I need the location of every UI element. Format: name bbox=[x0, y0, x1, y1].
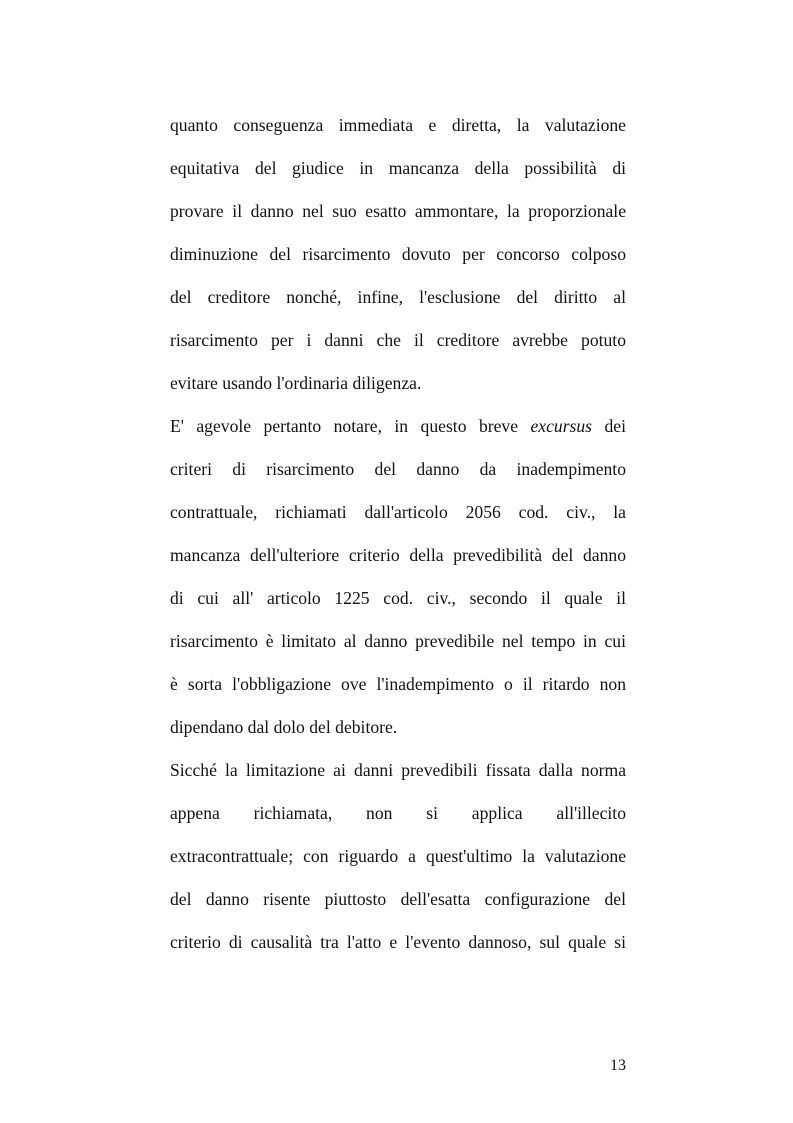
text-line: evitare usando l'ordinaria diligenza. bbox=[170, 373, 422, 393]
text-line: quanto conseguenza immediata e diretta, la valutazione bbox=[170, 115, 626, 135]
paragraph-3 bbox=[170, 749, 626, 964]
text-line: contrattuale, richiamati dall'articolo 2056 cod. civ., la bbox=[170, 502, 626, 522]
text-line-with-italic bbox=[170, 405, 626, 448]
text-line: del danno risente piuttosto dell'esatta configurazione del bbox=[170, 889, 626, 909]
text-line: risarcimento per i danni che il creditore avrebbe potuto bbox=[170, 330, 626, 350]
text-line: mancanza dell'ulteriore criterio della prevedibilità del danno bbox=[170, 545, 626, 565]
paragraph-2 bbox=[170, 405, 626, 749]
paragraph-1 bbox=[170, 104, 626, 405]
text-line: dipendano dal dolo del debitore. bbox=[170, 717, 398, 737]
text-line: provare il danno nel suo esatto ammontare, la proporzionale bbox=[170, 201, 626, 221]
text-line: criterio di causalità tra l'atto e l'evento dannoso, sul quale si bbox=[170, 932, 626, 952]
italic-term: excursus bbox=[530, 416, 593, 436]
body-text bbox=[170, 104, 626, 964]
text-line: di cui all' articolo 1225 cod. civ., secondo il quale il bbox=[170, 588, 626, 608]
text-line: diminuzione del risarcimento dovuto per concorso colposo bbox=[170, 244, 626, 264]
text-line: criteri di risarcimento del danno da inadempimento bbox=[170, 459, 626, 479]
text-line: equitativa del giudice in mancanza della possibilità di bbox=[170, 158, 626, 178]
page-number: 13 bbox=[610, 1057, 626, 1074]
text-run: E' agevole pertanto notare, in questo breve bbox=[170, 416, 519, 436]
text-line: Sicché la limitazione ai danni prevedibili fissata dalla norma bbox=[170, 760, 626, 780]
text-line: extracontrattuale; con riguardo a quest'ultimo la valutazione bbox=[170, 846, 626, 866]
text-line: è sorta l'obbligazione ove l'inadempimento o il ritardo non bbox=[170, 674, 626, 694]
text-line: risarcimento è limitato al danno prevedibile nel tempo in cui bbox=[170, 631, 626, 651]
text-run: dei bbox=[604, 416, 626, 436]
text-line: del creditore nonché, infine, l'esclusione del diritto al bbox=[170, 287, 626, 307]
text-line: appena richiamata, non si applica all'illecito bbox=[170, 803, 626, 823]
